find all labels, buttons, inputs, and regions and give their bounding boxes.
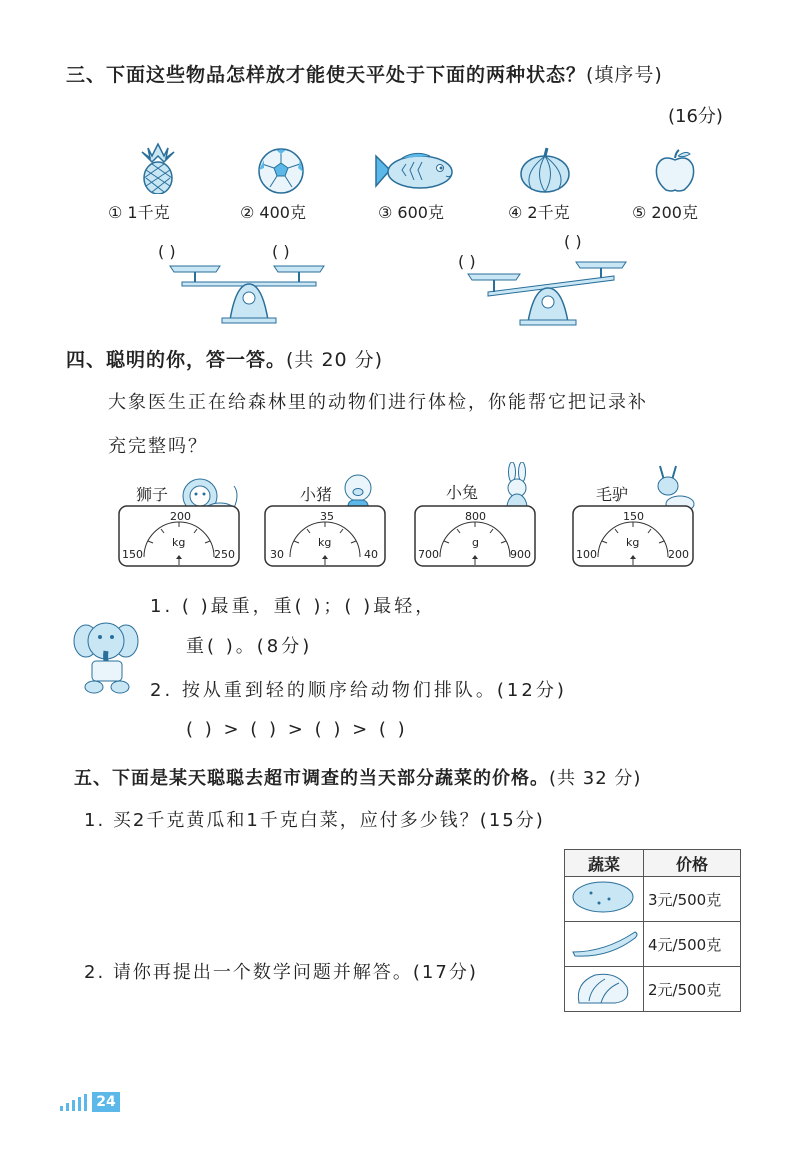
dial-left-value: 700 (418, 548, 439, 561)
animal-name: 小兔 (446, 483, 479, 502)
soccer-ball-icon (256, 146, 306, 196)
dial-center-value: 35 (320, 510, 334, 523)
section4-title: 四、聪明的你，答一答。(共 20 分) (66, 349, 384, 371)
table-row (565, 922, 741, 967)
table-header: 价格 (644, 850, 741, 877)
cabbage-icon (565, 967, 643, 1007)
dial-unit: g (472, 536, 479, 549)
dial-right-value: 40 (364, 548, 378, 561)
q2-answer-row[interactable]: ( ) > ( ) > ( ) > ( ) (186, 719, 408, 740)
item-label: ① 1千克 (108, 203, 170, 222)
dial-right-value: 250 (214, 548, 235, 561)
section5-title: 五、下面是某天聪聪去超市调查的当天部分蔬菜的价格。(共 32 分) (74, 768, 642, 789)
q1-line1: 1. ( )最重，重( )；( )最轻， (150, 596, 437, 617)
animal-name: 狮子 (136, 485, 169, 504)
item-label: ④ 2千克 (508, 203, 570, 222)
table-header: 蔬菜 (565, 850, 644, 877)
section4-intro: 充完整吗？ (108, 436, 208, 457)
dial-center-value: 200 (170, 510, 191, 523)
potato-icon (565, 877, 643, 917)
price-cell: 2元/500克 (644, 967, 741, 1012)
section5-q2: 2. 请你再提出一个数学问题并解答。(17分) (84, 962, 478, 983)
dial-center-value: 150 (623, 510, 644, 523)
price-cell: 4元/500克 (644, 922, 741, 967)
item-label: ③ 600克 (378, 203, 444, 222)
dial-left-value: 30 (270, 548, 284, 561)
section5-q1: 1. 买2千克黄瓜和1千克白菜，应付多少钱？(15分) (84, 810, 545, 831)
section4-intro: 大象医生正在给森林里的动物们进行体检，你能帮它把记录补 (108, 392, 648, 413)
item-label: ② 400克 (240, 203, 306, 222)
balance-scale-tilted (464, 260, 640, 326)
animal-name: 毛驴 (596, 485, 629, 504)
answer-blank[interactable]: ( ) (564, 232, 582, 251)
dial-unit: kg (318, 536, 332, 549)
dial-left-value: 150 (122, 548, 143, 561)
elephant-doctor-icon (72, 615, 144, 695)
fish-icon (372, 150, 460, 194)
table-row (565, 877, 741, 922)
vegetable-price-table (564, 849, 741, 1012)
table-row (565, 967, 741, 1012)
dial-unit: kg (172, 536, 186, 549)
answer-blank[interactable]: ( ) (158, 242, 176, 261)
answer-blank[interactable]: ( ) (272, 242, 290, 261)
dial-center-value: 800 (465, 510, 486, 523)
page-number: 24 (92, 1092, 120, 1112)
section3-title: 三、下面这些物品怎样放才能使天平处于下面的两种状态？(填序号) (66, 64, 663, 86)
animal-name: 小猪 (300, 485, 333, 504)
q2-text: 2. 按从重到轻的顺序给动物们排队。(12分) (150, 680, 567, 701)
page-bars-icon (58, 1090, 92, 1112)
price-cell: 3元/500克 (644, 877, 741, 922)
dial-left-value: 100 (576, 548, 597, 561)
pineapple-icon (130, 142, 186, 194)
answer-blank[interactable]: ( ) (458, 252, 476, 271)
pumpkin-icon (518, 146, 572, 194)
item-label: ⑤ 200克 (632, 203, 698, 222)
dial-right-value: 200 (668, 548, 689, 561)
q1-line2: 重( )。(8分) (186, 636, 313, 657)
cucumber-icon (565, 922, 643, 962)
section3-score: (16分) (668, 106, 723, 127)
dial-right-value: 900 (510, 548, 531, 561)
dial-unit: kg (626, 536, 640, 549)
apple-icon (652, 148, 698, 194)
balance-scale-level (164, 262, 340, 324)
